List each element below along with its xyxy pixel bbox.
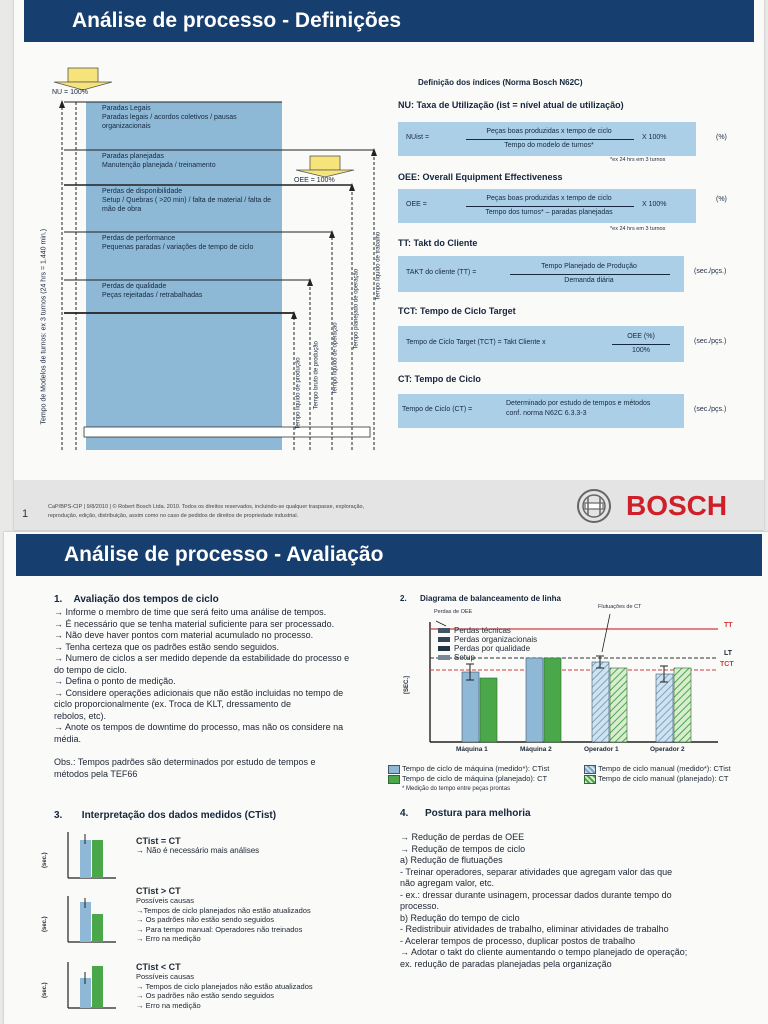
list-item: b) Redução do tempo de ciclo [400,912,520,923]
legend-footnote: * Medição do tempo entre peças prontas [402,786,511,792]
nu-title: NU: Taxa de Utilização (ist = nível atual de utilização) [398,100,624,110]
ct-rhs-line2: conf. norma N62C 6.3.3-3 [506,410,587,417]
perdas-oee-label: Perdas de OEE [434,609,473,615]
tct-fraction-line [612,344,670,345]
list-item: ciclo proporcionalmente (ex. Troca de KLT, dressamento de [54,699,291,709]
tt-label: TT [724,622,733,629]
case-greater: CTist > CT Possíveis causas →Tempos de ciclo planejados não estão atualizados → Os padrões não estão sendo seguidos → Para tempo manual: Operadores não treinados → Erro na medição [136,886,311,943]
tct-denominator: 100% [632,347,650,354]
list-item: → Tenha certeza que os padrões estão sendo seguidos. [54,641,279,652]
list-item: → Adotar o takt do cliente aumentando o tempo planejado de operação; [400,947,688,957]
bar-operator2-measured [656,674,673,742]
tct-lhs: Tempo de Ciclo Target (TCT) = Takt Cliente x [406,339,546,346]
ct-unit: (sec./pçs.) [694,406,727,413]
legend-swatch-machine-planned [388,775,400,784]
bar-operator2-planned [674,668,691,742]
legend-machine-planned: Tempo de ciclo de máquina (planejado): CT [402,774,548,783]
bar-machine1-planned [480,678,497,742]
sheet1-title-bar [24,0,754,42]
list-item: - Redistribuir atividades de trabalho, eliminar atividades de trabalho [400,924,669,934]
tct-numerator: OEE (%) [627,333,655,340]
list-item: → É necessário que se tenha material suficiente para ser processado. [54,618,335,629]
nu-denominator: Tempo do modelo de turnos* [504,142,594,149]
legend-manual-planned: Tempo de ciclo manual (planejado): CT [598,774,729,783]
nu-fraction-line [466,139,634,140]
definitions-sheet [14,0,764,530]
legend-swatch-setup [438,655,450,660]
list-item: do tempo de ciclo. [54,664,128,675]
tct-title: TCT: Tempo de Ciclo Target [398,306,516,316]
chart-y-label: [SEC.] [404,676,410,694]
bar-operator1-measured [592,662,609,742]
list-item: a) Redução de flutuações [400,855,503,865]
x-label-machine2: Máquina 2 [520,746,552,753]
section2-heading: 2. Diagrama de balanceamento de linha [400,594,561,603]
loss-row-availability: Perdas de disponibilidade Setup / Quebras ( >20 min) / falta de material / falta de mão de obra [102,188,272,213]
sheet2-title: Análise de processo - Avaliação [64,543,384,566]
legend-machine-measured: Tempo de ciclo de máquina (medido*): CTist [402,764,550,773]
case-less: CTist < CT Possíveis causas → Tempos de ciclo planejados não estão atualizados → Os padrões não estão sendo seguidos → Erro na medição [136,962,313,1010]
list-item: média. [54,733,82,744]
ct-lhs: Tempo de Ciclo (CT) = [402,406,473,413]
list-item: - Acelerar tempos de processo, duplicar postos de trabalho [400,935,636,946]
sheet1-footer [14,480,764,530]
bar-machine2-planned [544,658,561,742]
section1-list [54,607,349,745]
legend-swatch-organizational [438,637,450,642]
arrow-label-net-operation: Tempo liquido de operação [332,322,339,395]
interpretation-mini-charts [44,828,124,1024]
footer-copyright-2: reprodução, edição, distribuição, assim como no caso de pedidos de direitos de propriedade industrial. [48,513,299,519]
mini-chart-less [68,962,116,1008]
mini-chart-greater [68,896,116,942]
tt-title: TT: Takt do Cliente [398,238,478,248]
list-item: → Não deve haver pontos com material acumulado no processo. [54,630,314,640]
oee-denominator: Tempo dos turnos* – paradas planejadas [485,209,613,216]
nu-numerator: Peças boas produzidas x tempo de ciclo [486,128,612,135]
evaluation-sheet [4,532,768,1024]
tt-numerator: Tempo Planejado de Produção [541,263,637,270]
legend-losses-setup: Setup [454,653,475,662]
oee-fraction-line [466,206,634,207]
bar-operator1-planned [610,668,627,742]
tt-formula-box [398,256,684,292]
tt-fraction-line [510,274,670,275]
section4-heading: 4. Postura para melhoria [400,808,531,819]
section1-heading: 1. Avaliação dos tempos de ciclo [54,594,219,605]
list-item: → Informe o membro de time que será feito uma análise de tempos. [54,607,327,617]
nu-marker-label: NU = 100% [52,89,88,96]
oee-formula-box [398,189,696,223]
tct-label: TCT [720,661,734,668]
arrow-label-planned-operation: Tempo planejado de operação [353,268,360,350]
nu-lhs: NUist = [406,134,430,141]
arrow-label-gross-production: Tempo bruto de produção [313,341,320,410]
bar-machine2-measured [526,658,543,742]
legend-losses-organizational: Perdas organizacionais [454,635,538,644]
interpretation-cases [44,828,384,1024]
lt-label: LT [724,650,733,657]
x-label-operator1: Operador 1 [584,746,619,753]
page-number: 1 [22,508,29,520]
section-cycle-time-evaluation [54,594,349,780]
section1-obs: Obs.: Tempos padrões são determinados por estudo de tempos e métodos pela TEF66 [54,757,316,779]
nu-note: *ex 24 hrs em 3 turnos [610,157,666,163]
nu-formula-box [398,122,696,156]
x-label-machine1: Máquina 1 [456,746,488,753]
tt-denominator: Demanda diária [564,277,614,284]
arrow-label-net-work: Tempo liquido de trabalho [375,231,382,301]
mini-chart-y-label-1: (sec.) [42,852,48,868]
legend-losses-technical: Perdas técnicas [454,626,511,635]
mini-chart-equal [68,832,116,878]
list-item: - ex.: dressar durante usinagem, processar dados durante tempo do [400,889,672,900]
x-label-operator2: Operador 2 [650,746,685,753]
loss-row-planned: Paradas planejadas Manutenção planejada / treinamento [102,153,216,169]
flutuacoes-pointer [602,614,610,652]
sheet2-title-bar [16,534,762,576]
list-item: → Anote os tempos de downtime do processo, mas não os considere na [54,722,344,732]
loss-row-performance: Perdas de performance Pequenas paradas / variações de tempo de ciclo [102,235,254,251]
list-item: → Redução de tempos de ciclo [400,843,526,854]
bosch-armature-icon [576,488,612,524]
line-balancing-chart [406,604,766,782]
list-item: → Redução de perdas de OEE [400,832,525,842]
tt-unit: (sec./pçs.) [694,268,727,275]
list-item: - Treinar operadores, separar atividades que agregam valor das que [400,866,673,877]
mini-chart-y-label-3: (sec.) [42,982,48,998]
legend-swatch-technical [438,628,450,633]
ct-title: CT: Tempo de Ciclo [398,374,481,384]
bar-machine1-measured [462,672,479,742]
legend-losses-quality: Perdas por qualidade [454,644,531,653]
legend-swatch-manual-planned [584,775,596,784]
improvement-list [400,832,762,970]
oee-lhs: OEE = [406,201,427,208]
list-item: ex. redução de paradas planejadas pela organização [400,958,612,969]
ct-formula-box [398,394,684,428]
list-item: processo. [400,901,440,911]
oee-marker-label: OEE = 100% [294,177,335,184]
definitions-heading: Definição dos índices (Norma Bosch N62C) [418,78,583,87]
loss-row-legal: Paradas Legais Paradas legais / acordos coletivos / pausas organizacionais [102,105,237,130]
loss-legend [454,626,537,662]
list-item: → Considere operações adicionais que não estão incluidas no tempo de [54,687,344,698]
legend-swatch-manual-measured [584,765,596,774]
oee-numerator: Peças boas produzidas x tempo de ciclo [486,195,612,202]
flutuacoes-label: Flutuações de CT [598,604,642,610]
oee-note: *ex 24 hrs em 3 turnos [610,226,666,232]
tct-formula-box [398,326,684,362]
bar-legend [388,764,766,794]
section3-heading: 3. Interpretação dos dados medidos (CTist) [54,810,277,821]
nu-factor: X 100% [642,134,667,141]
list-item: → Defina o ponto de medição. [54,676,176,686]
loss-row-quality: Perdas de qualidade Peças rejeitadas / retrabalhadas [102,283,203,299]
footer-copyright-1: CaP/BPS-CIP | 9/8/2010 | © Robert Bosch Ltda. 2010. Todos os direitos reservados, incluindo-se qualquer traspasse, exploração, [48,504,365,510]
case-equal: CTist = CT → Não é necessário mais análises [136,836,260,855]
oee-title: OEE: Overall Equipment Effectiveness [398,172,563,182]
oee-factor: X 100% [642,201,667,208]
bosch-logo-text: BOSCH [626,490,728,521]
tct-unit: (sec./pçs.) [694,338,727,345]
arrow-label-net-production: Tempo liquido de produção [295,357,302,430]
oee-unit: (%) [716,196,727,203]
perdas-oee-pointer [436,621,446,626]
legend-swatch-machine-measured [388,765,400,774]
mini-chart-y-label-2: (sec.) [42,916,48,932]
list-item: → Numero de ciclos a ser medido depende da estabilidade do processo e [54,653,350,663]
tt-lhs: TAKT do cliente (TT) = [406,269,477,276]
legend-swatch-quality [438,646,450,651]
vertical-axis-label: Tempo de Modelos de turnos: ex 3 turnos (24 hrs = 1.440 min.) [40,228,48,425]
nu-unit: (%) [716,134,727,141]
legend-manual-measured: Tempo de ciclo manual (medido*): CTist [598,764,731,773]
list-item: não agregam valor, etc. [400,878,495,888]
list-item: rebolos, etc). [54,710,107,721]
ct-rhs-line1: Determinado por estudo de tempos e métodos [506,400,651,407]
sheet1-title: Análise de processo - Definições [72,9,402,32]
